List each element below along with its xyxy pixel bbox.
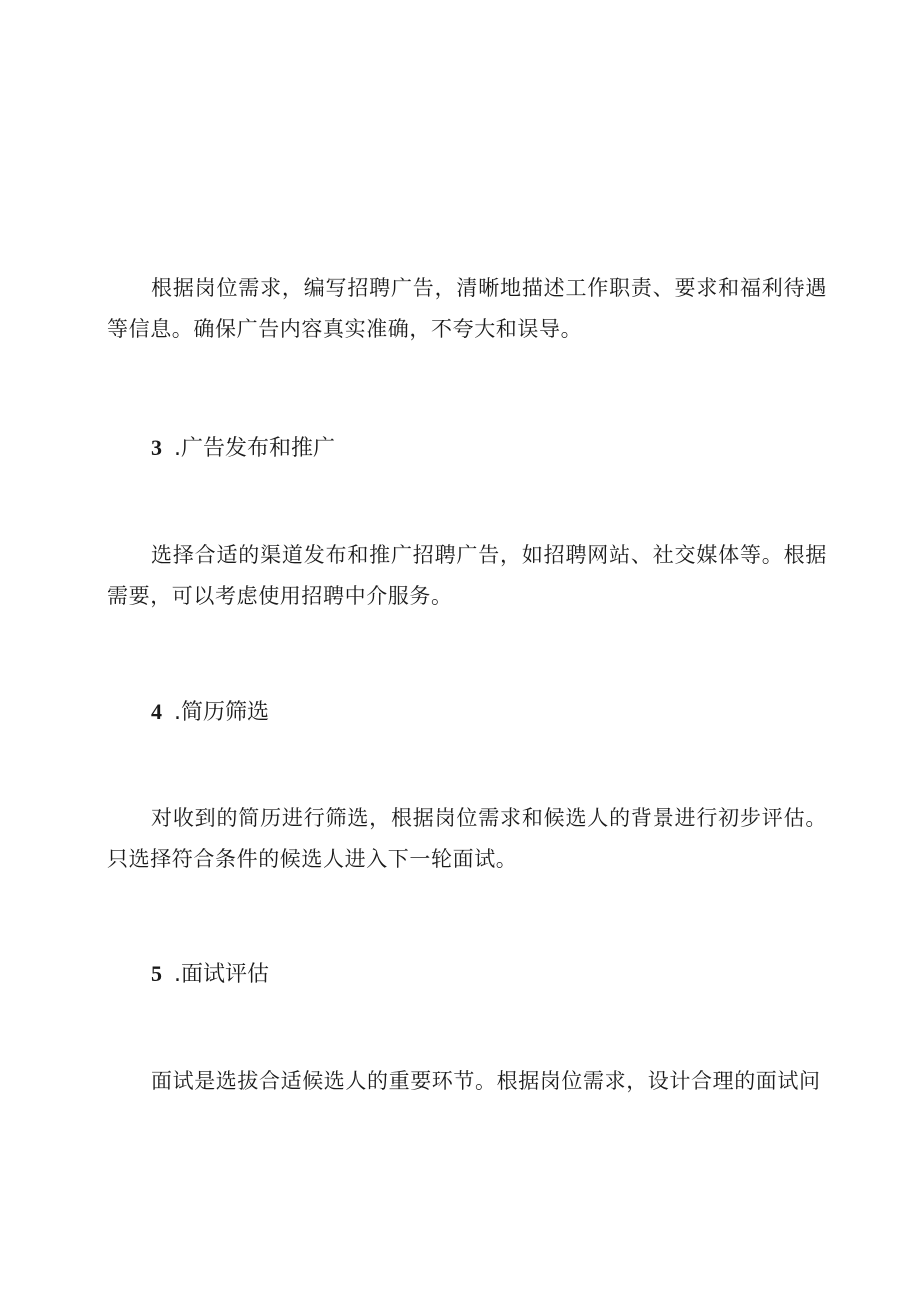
section-number: 5 (151, 961, 162, 986)
paragraph-ad-publishing: 选择合适的渠道发布和推广招聘广告，如招聘网站、社交媒体等。根据需要，可以考虑使用招聘中介服务。 (107, 543, 827, 608)
section-heading-5 (151, 959, 269, 990)
section-title: .简历筛选 (174, 700, 269, 725)
section-title: .广告发布和推广 (174, 436, 335, 461)
section-number: 4 (151, 699, 162, 724)
paragraph-ad-writing: 根据岗位需求，编写招聘广告，清晰地描述工作职责、要求和福利待遇等信息。确保广告内容真实准确，不夸大和误导。 (107, 276, 827, 341)
section-heading-4 (151, 697, 269, 728)
section-number: 3 (151, 435, 162, 460)
section-title: .面试评估 (174, 962, 269, 987)
paragraph-interview: 面试是选拔合适候选人的重要环节。根据岗位需求，设计合理的面试问 (151, 1069, 821, 1093)
paragraph-resume-screening: 对收到的简历进行筛选，根据岗位需求和候选人的背景进行初步评估。只选择符合条件的候选人进入下一轮面试。 (107, 806, 827, 871)
section-heading-3 (151, 433, 335, 464)
